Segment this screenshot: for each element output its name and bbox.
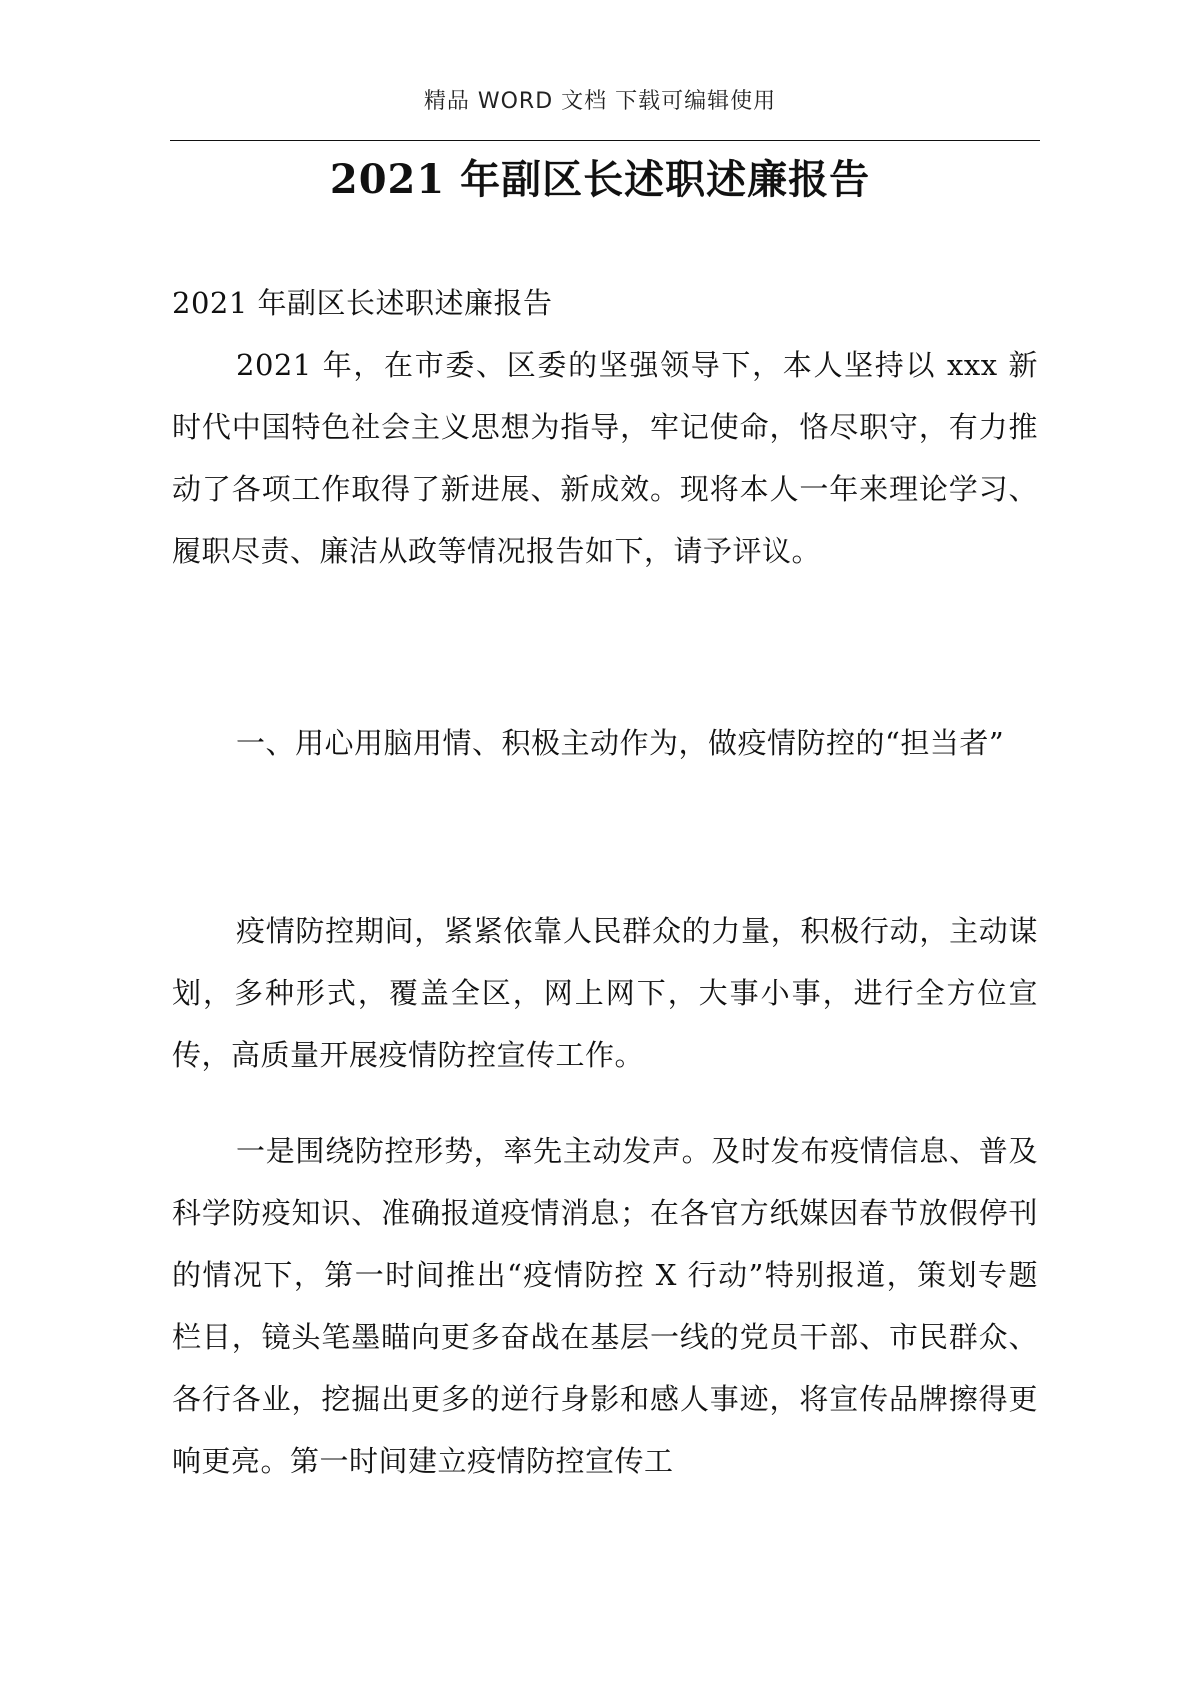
header-divider <box>170 140 1040 141</box>
document-title: 2021 年副区长述职述廉报告 <box>329 156 871 203</box>
intro-paragraph: 2021 年，在市委、区委的坚强领导下，本人坚持以 xxx 新时代中国特色社会主义思想为指导，牢记使命，恪尽职守，有力推动了各项工作取得了新进展、新成效。现将本人一年来理论学习、履职尽责、廉洁从政等情况报告如下，请予评议。 <box>172 348 1038 568</box>
body-paragraph-epidemic: 疫情防控期间，紧紧依靠人民群众的力量，积极行动，主动谋划，多种形式，覆盖全区，网上网下，大事小事，进行全方位宣传，高质量开展疫情防控宣传工作。 <box>172 914 1038 1072</box>
header-note: 精品 WORD 文档 下载可编辑使用 <box>423 89 777 114</box>
section-heading-1: 一、用心用脑用情、积极主动作为，做疫情防控的“担当者” <box>236 726 1005 760</box>
document-subtitle: 2021 年副区长述职述廉报告 <box>172 286 553 320</box>
body-paragraph-point-1: 一是围绕防控形势，率先主动发声。及时发布疫情信息、普及科学防疫知识、准确报道疫情消息；在各官方纸媒因春节放假停刊的情况下，第一时间推出“疫情防控 X 行动”特别报道，策划专题栏目，镜头笔墨瞄向更多奋战在基层一线的党员干部、市民群众、各行各业，挖掘出更多的逆行身影和感人事迹，将宣传品牌擦得更响更亮。第一时间建立疫情防控宣传工 <box>172 1134 1038 1478</box>
